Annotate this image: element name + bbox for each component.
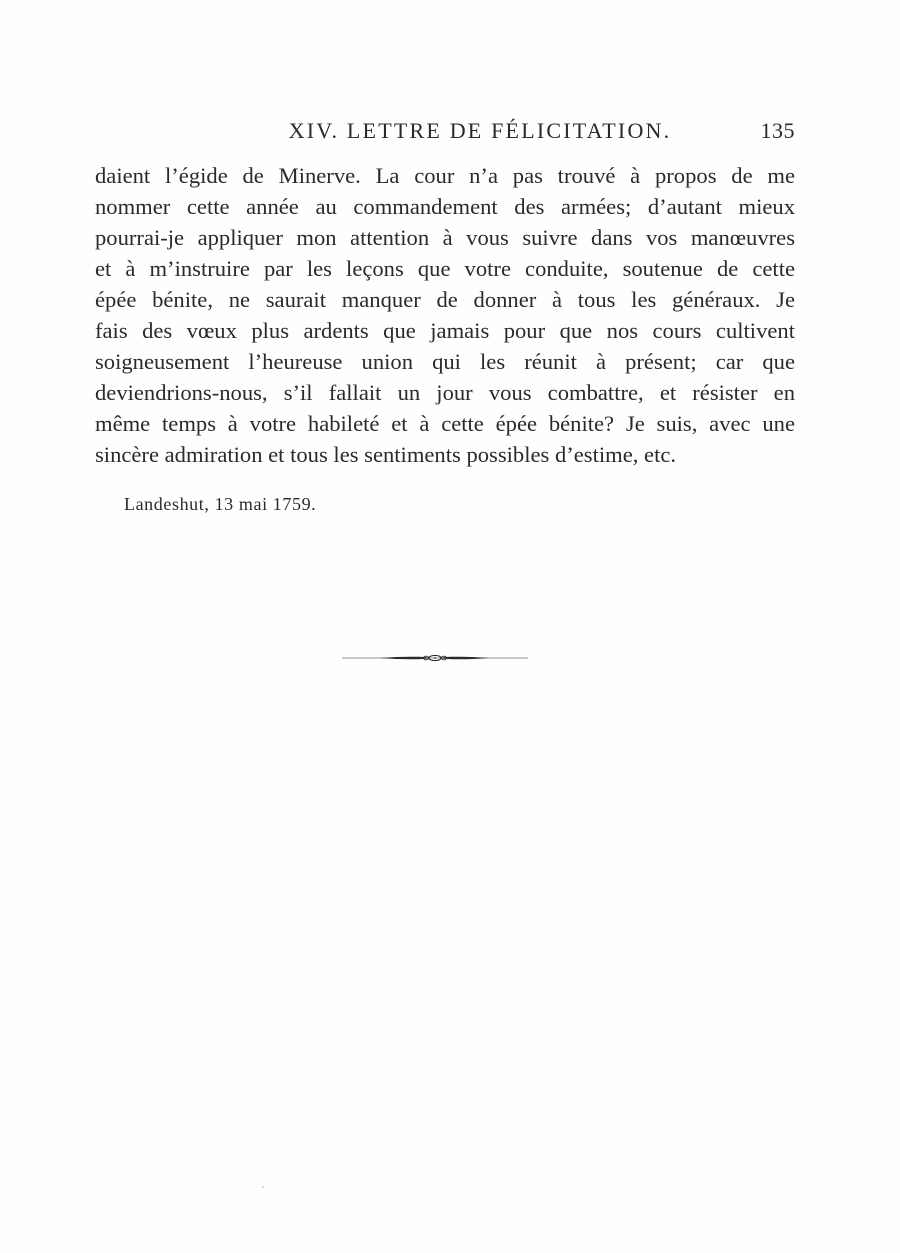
text-line: pourrai-je appliquer mon attention à vous suivre dans vos manœuvres (95, 225, 795, 250)
text-line: même temps à votre habileté et à cette épée bénite? Je suis, avec une (95, 411, 795, 436)
dateline: Landeshut, 13 mai 1759. (124, 494, 317, 514)
fleuron-rule-icon (340, 650, 530, 666)
text-line: deviendrions-nous, s’il fallait un jour vous combattre, et résister en (95, 380, 795, 405)
text-line: daient l’égide de Minerve. La cour n’a pas trouvé à propos de me (95, 163, 795, 188)
page-number: 135 (760, 118, 795, 143)
text-line: fais des vœux plus ardents que jamais pour que nos cours cultivent (95, 318, 795, 343)
letter-body (95, 160, 795, 470)
text-line: sincère admiration et tous les sentiments possibles d’estime, etc. (95, 442, 677, 467)
text-line: soigneusement l’heureuse union qui les réunit à présent; car que (95, 349, 795, 374)
text-line: épée bénite, ne saurait manquer de donner à tous les généraux. Je (95, 287, 795, 312)
page-speck (262, 1186, 264, 1188)
text-line: et à m’instruire par les leçons que votre conduite, soutenue de cette (95, 256, 795, 281)
running-title: XIV. LETTRE DE FÉLICITATION. (288, 118, 672, 143)
text-line: nommer cette année au commandement des armées; d’autant mieux (95, 194, 795, 219)
running-head (95, 118, 795, 148)
